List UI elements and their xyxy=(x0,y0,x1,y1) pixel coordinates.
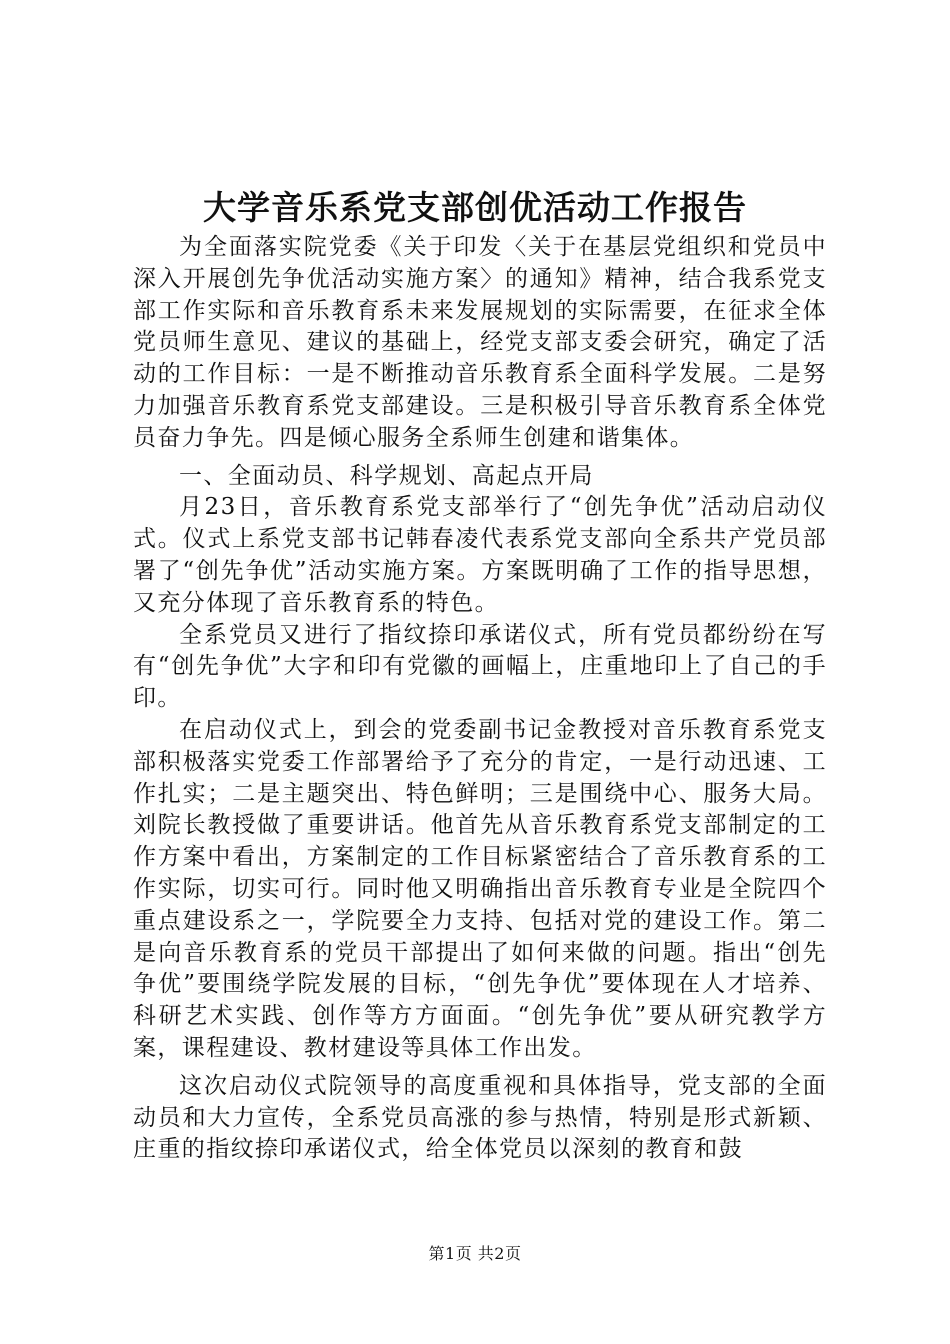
body-paragraph: 这次启动仪式院领导的高度重视和具体指导，党支部的全面动员和大力宣传，全系党员高涨的参与热情，特别是形式新颖、庄重的指纹捺印承诺仪式，给全体党员以深刻的教育和鼓 xyxy=(133,1072,827,1163)
document-body xyxy=(133,232,827,1166)
body-paragraph: 全系党员又进行了指纹捺印承诺仪式，所有党员都纷纷在写有“创先争优”大字和印有党徽的画幅上，庄重地印上了自己的手印。 xyxy=(133,621,827,712)
page-footer: 第1页 共2页 xyxy=(428,1244,522,1263)
document-title: 大学音乐系党支部创优活动工作报告 xyxy=(203,188,747,227)
body-paragraph: 在启动仪式上，到会的党委副书记金教授对音乐教育系党支部积极落实党委工作部署给予了充分的肯定，一是行动迅速、工作扎实；二是主题突出、特色鲜明；三是围绕中心、服务大局。刘院长教授做了重要讲话。他首先从音乐教育系党支部制定的工作方案中看出，方案制定的工作目标紧密结合了音乐教育系的工作实际，切实可行。同时他又明确指出音乐教育专业是全院四个重点建设系之一，学院要全力支持、包括对党的建设工作。第二是向音乐教育系的党员干部提出了如何来做的问题。指出“创先争优”要围绕学院发展的目标，“创先争优”要体现在人才培养、科研艺术实践、创作等方方面面。“创先争优”要从研究教学方案，课程建设、教材建设等具体工作出发。 xyxy=(133,716,827,1061)
section-heading: 一、全面动员、科学规划、高起点开局 xyxy=(179,462,594,489)
body-paragraph: 月23日，音乐教育系党支部举行了“创先争优”活动启动仪式。仪式上系党支部书记韩春凌代表系党支部向全系共产党员部署了“创先争优”活动实施方案。方案既明确了工作的指导思想，又充分体现了音乐教育系的特色。 xyxy=(133,494,827,616)
intro-paragraph: 为全面落实院党委《关于印发〈关于在基层党组织和党员中深入开展创先争优活动实施方案〉的通知》精神，结合我系党支部工作实际和音乐教育系未来发展规划的实际需要，在征求全体党员师生意见、建议的基础上，经党支部支委会研究，确定了活动的工作目标：一是不断推动音乐教育系全面科学发展。二是努力加强音乐教育系党支部建设。三是积极引导音乐教育系全体党员奋力争先。四是倾心服务全系师生创建和谐集体。 xyxy=(133,234,827,451)
